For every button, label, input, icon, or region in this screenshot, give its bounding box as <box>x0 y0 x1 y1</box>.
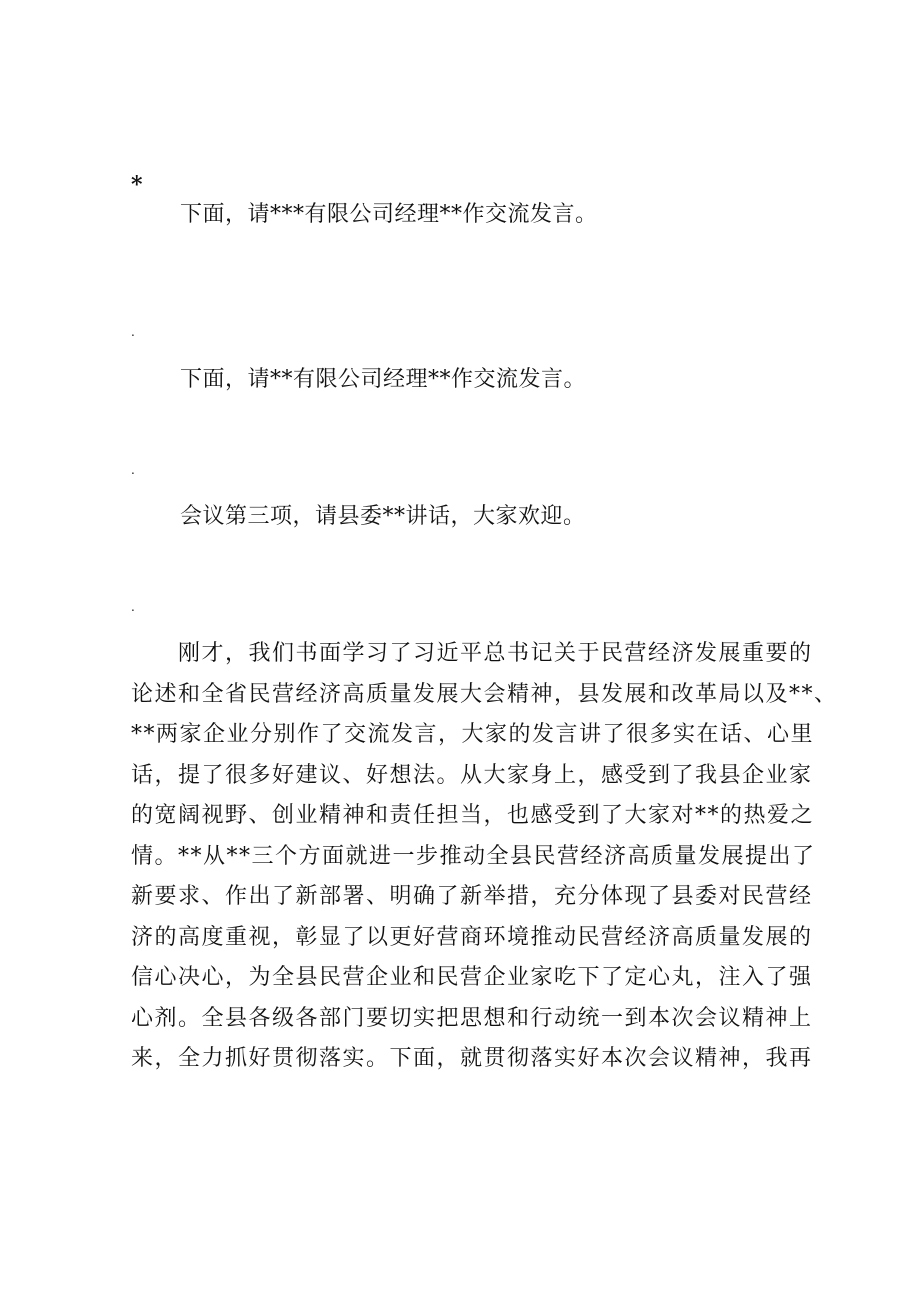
body-line: 刚才，我们书面学习了习近平总书记关于民营经济发展重要的 <box>131 641 813 666</box>
body-line: **两家企业分别作了交流发言，大家的发言讲了很多实在话、心里 <box>131 722 815 747</box>
paragraph-dot-2: . <box>131 463 135 477</box>
body-line: 新要求、作出了新部署、明确了新举措，充分体现了县委对民营经 <box>131 884 813 909</box>
body-line: 情。**从**三个方面就进一步推动全县民营经济高质量发展提出了 <box>131 843 816 869</box>
speaker-line-2: 下面，请**有限公司经理**作交流发言。 <box>180 367 587 392</box>
speaker-line-1: 下面，请***有限公司经理**作交流发言。 <box>180 202 598 227</box>
speaker-line-3: 会议第三项，请县委**讲话，大家欢迎。 <box>180 504 586 529</box>
paragraph-dot-1: . <box>131 325 135 339</box>
body-line: 济的高度重视，彰显了以更好营商环境推动民营经济高质量发展的 <box>131 924 813 950</box>
asterisk-marker: * <box>131 172 143 198</box>
body-line: 信心决心，为全县民营企业和民营企业家吃下了定心丸，注入了强 <box>131 965 813 990</box>
body-line: 话，提了很多好建议、好想法。从大家身上，感受到了我县企业家 <box>131 762 813 788</box>
paragraph-dot-3: . <box>131 600 135 614</box>
closing-speech-paragraph <box>131 634 838 1080</box>
body-line: 的宽阔视野、创业精神和责任担当，也感受到了大家对**的热爱之 <box>131 803 815 828</box>
body-line: 论述和全省民营经济高质量发展大会精神，县发展和改革局以及**、 <box>131 681 838 707</box>
body-line: 来，全力抓好贯彻落实。下面，就贯彻落实好本次会议精神，我再 <box>131 1046 813 1071</box>
body-line: 心剂。全县各级各部门要切实把思想和行动统一到本次会议精神上 <box>131 1005 813 1031</box>
